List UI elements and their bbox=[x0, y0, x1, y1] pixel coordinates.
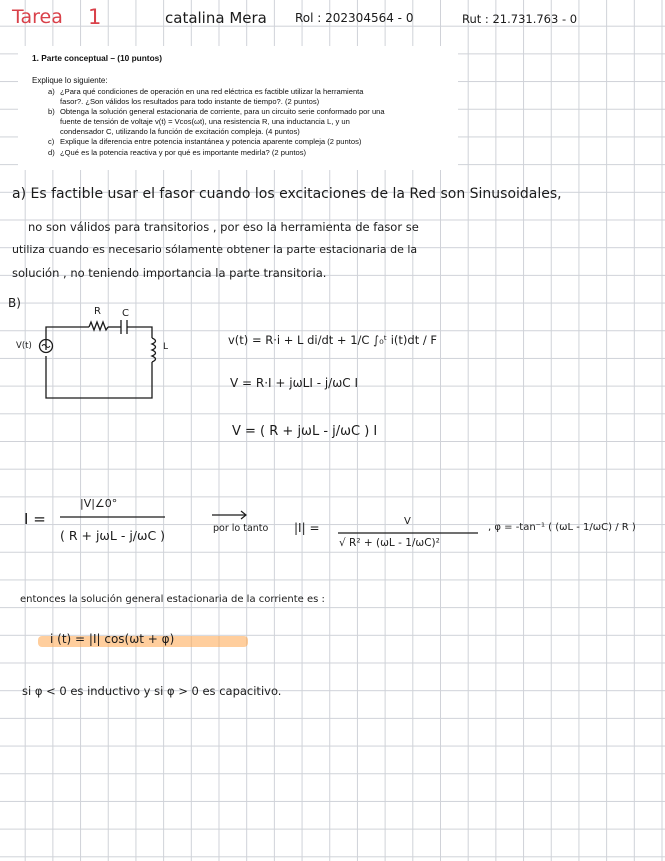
answer-a-line-1: a) Es factible usar el fasor cuando los excitaciones de la Red son Sinusoidales, bbox=[12, 186, 562, 202]
magnitude-lhs: |I| = bbox=[294, 521, 320, 535]
answer-b-label: B) bbox=[8, 296, 21, 310]
phase-angle: , φ = -tan⁻¹ ( (ωL - 1/ωC) / R ) bbox=[488, 522, 636, 533]
answer-a-line-2: no son válidos para transitorios , por eso la herramienta de fasor se bbox=[28, 220, 419, 234]
section-heading: 1. Parte conceptual – (10 puntos) bbox=[32, 53, 163, 63]
resistor-label: R bbox=[94, 306, 101, 317]
current-phasor-lhs: I = bbox=[24, 510, 46, 528]
magnitude-denominator: √ R² + (ωL - 1/ωC)² bbox=[339, 537, 440, 549]
item-letter: a) bbox=[48, 87, 55, 96]
therefore-text: por lo tanto bbox=[213, 523, 269, 534]
general-solution: i (t) = |I| cos(ωt + φ) bbox=[50, 632, 175, 646]
student-rut: Rut : 21.731.763 - 0 bbox=[462, 12, 578, 26]
kvl-equation: v(t) = R·i + L di/dt + 1/C ∫₀ᵗ i(t)dt / F bbox=[228, 333, 438, 347]
current-phasor-numerator: |V|∠0° bbox=[80, 497, 118, 510]
current-phasor-denominator: ( R + jωL - j/ωC ) bbox=[60, 528, 166, 543]
assignment-number: 1 bbox=[88, 5, 102, 29]
inductor-label: L bbox=[163, 342, 169, 352]
phasor-factored-equation: V = ( R + jωL - j/ωC ) I bbox=[232, 424, 378, 439]
intro-text: Explique lo siguiente: bbox=[32, 76, 108, 85]
item-line: Explique la diferencia entre potencia instantánea y potencia aparente compleja (2 puntos) bbox=[60, 137, 362, 147]
student-rol: Rol : 202304564 - 0 bbox=[295, 11, 414, 25]
item-line: fuente de tensión de voltaje v(t) = Vcos(ωt), una resistencia R, una inductancia L, y un bbox=[60, 117, 350, 127]
magnitude-numerator: V bbox=[404, 516, 411, 527]
phasor-equation: V = R·I + jωLI - j/ωC I bbox=[230, 376, 358, 390]
item-line: fasor?. ¿Son válidos los resultados para todo instante de tiempo?. (2 puntos) bbox=[60, 97, 320, 107]
item-letter: c) bbox=[48, 137, 55, 147]
assignment-title: Tarea bbox=[12, 6, 63, 28]
item-line: condensador C, utilizando la función de excitación compleja. (4 puntos) bbox=[60, 127, 300, 137]
item-line: Obtenga la solución general estacionaria de corriente, para un circuito serie conformado por una bbox=[60, 107, 385, 117]
item-line: ¿Qué es la potencia reactiva y por qué es importante medirla? (2 puntos) bbox=[60, 147, 307, 157]
phase-interpretation: si φ < 0 es inductivo y si φ > 0 es capacitivo. bbox=[22, 684, 282, 698]
item-line: ¿Para qué condiciones de operación en una red eléctrica es factible utilizar la herramienta bbox=[60, 87, 364, 96]
conclusion-text: entonces la solución general estacionaria de la corriente es : bbox=[20, 594, 325, 605]
item-letter: d) bbox=[48, 147, 55, 157]
source-label: V(t) bbox=[16, 341, 32, 351]
student-name: catalina Mera bbox=[165, 9, 267, 27]
item-letter: b) bbox=[48, 107, 55, 117]
answer-a-line-4: solución , no teniendo importancia la parte transitoria. bbox=[12, 266, 327, 280]
capacitor-label: C bbox=[122, 308, 129, 319]
answer-a-line-3: utiliza cuando es necesario sólamente obtener la parte estacionaria de la bbox=[12, 243, 418, 256]
